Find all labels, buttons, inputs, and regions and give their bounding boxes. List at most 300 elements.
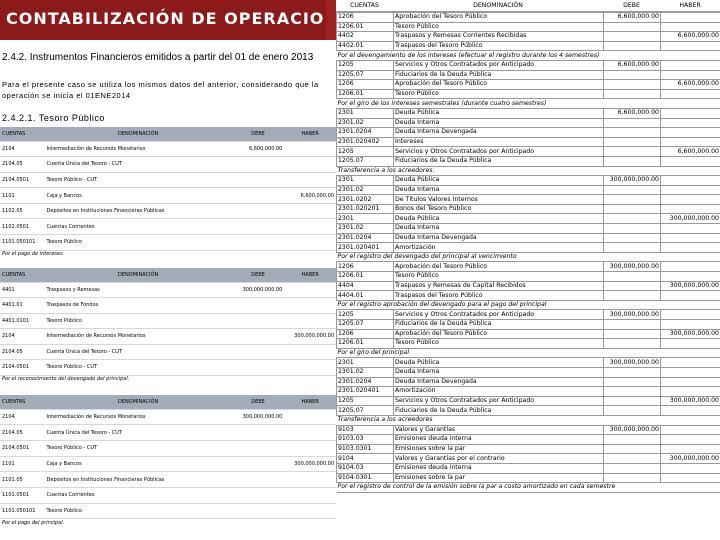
ledger-account-code: 1206 <box>337 80 394 90</box>
ledger-credit: 300,000,000.00 <box>661 329 720 339</box>
ledger-row <box>337 425 720 435</box>
ledger-account-name: Emisiones deuda interna <box>394 463 604 473</box>
account-code: 2104 <box>0 329 45 345</box>
table-row <box>0 282 336 298</box>
debit-amount <box>232 487 285 503</box>
ledger-account-name: Amortización <box>394 243 604 253</box>
account-name: Depósitos en Instituciones Financieras Públicas <box>45 203 232 219</box>
ledger-row <box>337 473 720 483</box>
credit-amount <box>284 141 336 157</box>
table-row <box>0 456 336 472</box>
ledger-credit <box>661 22 720 32</box>
ledger-debit <box>604 454 661 464</box>
ledger-credit <box>661 387 720 397</box>
ledger-caption-row <box>337 166 720 176</box>
ledger-debit <box>604 147 661 157</box>
account-name: Tesoro Público - CUT <box>45 360 232 376</box>
ledger-credit <box>661 41 720 51</box>
ledger-debit <box>604 320 661 330</box>
table-row <box>0 344 336 360</box>
journal-caption: Por el pago del principal. <box>2 519 65 526</box>
ledger-row <box>337 185 720 195</box>
ledger-account-name: Emisiones deuda interna <box>394 435 604 445</box>
ledger-account-code: 4402.01 <box>337 41 394 51</box>
ledger-account-code: 1206.01 <box>337 272 394 282</box>
ledger-caption-row <box>337 51 720 61</box>
ledger-credit: 300,000,000.00 <box>661 281 720 291</box>
ledger-caption-row <box>337 348 720 358</box>
debit-amount <box>232 219 285 235</box>
ledger-account-code: 1206 <box>337 329 394 339</box>
ledger-debit <box>604 118 661 128</box>
ledger-account-name: Traspasos y Remesas de Capital Recibidos <box>394 281 604 291</box>
ledger-credit <box>661 320 720 330</box>
ledger-credit <box>661 195 720 205</box>
credit-amount <box>284 282 336 298</box>
ledger-account-name: Bonos del Tesoro Público <box>394 204 604 214</box>
ledger-caption: Por el registro del devengado del principal al vencimiento <box>337 252 720 262</box>
ledger-row <box>337 137 720 147</box>
account-code: 2104.05 <box>0 344 45 360</box>
ledger-row <box>337 156 720 166</box>
ledger-row <box>337 13 720 23</box>
ledger-credit: 300,000,000.00 <box>661 454 720 464</box>
debit-amount <box>232 157 285 173</box>
ledger-account-code: 9104.0301 <box>337 473 394 483</box>
ledger-credit <box>661 108 720 118</box>
ledger-account-name: Deuda Pública <box>394 358 604 368</box>
table-row <box>0 329 336 345</box>
ledger-row <box>337 454 720 464</box>
ledger-credit <box>661 272 720 282</box>
ledger-row <box>337 387 720 397</box>
credit-amount <box>284 235 336 251</box>
ledger-account-name: Deuda Pública <box>394 214 604 224</box>
ledger-row <box>337 118 720 128</box>
ledger-account-code: 4404 <box>337 281 394 291</box>
ledger-account-code: 4404.01 <box>337 291 394 301</box>
ledger-account-name: Tesoro Público <box>394 22 604 32</box>
ledger-account-name: Servicios y Otros Contratados por Anticipado <box>394 147 604 157</box>
ledger-account-name: Traspasos del Tesoro Público <box>394 41 604 51</box>
ledger-debit <box>604 329 661 339</box>
ledger-account-code: 1206.01 <box>337 339 394 349</box>
ledger-account-name: Deuda Interna <box>394 224 604 234</box>
debit-amount <box>232 456 285 472</box>
ledger-account-code: 2301 <box>337 358 394 368</box>
ledger-credit <box>661 243 720 253</box>
ledger-credit <box>661 185 720 195</box>
header-cuentas: CUENTAS <box>0 395 45 409</box>
ledger-credit <box>661 358 720 368</box>
account-name: Intermediación de Recursos Monetarios <box>45 329 232 345</box>
header-debe: DEBE <box>232 268 285 282</box>
ledger-account-code: 1205 <box>337 60 394 70</box>
ledger-account-name: Servicios y Otros Contratados por Anticipado <box>394 60 604 70</box>
ledger-account-name: Traspasos y Remesas Corrientes Recibidas <box>394 32 604 42</box>
ledger-account-code: 2301.020401 <box>337 387 394 397</box>
ledger-account-code: 2301.02 <box>337 367 394 377</box>
ledger-debit <box>604 444 661 454</box>
credit-amount: 6,600,000.00 <box>284 188 336 204</box>
ledger-credit: 6,600,000.00 <box>661 147 720 157</box>
ledger-caption-row <box>337 300 720 310</box>
account-name: Traspasos y Remesas <box>45 282 232 298</box>
ledger-credit <box>661 233 720 243</box>
ledger-row <box>337 262 720 272</box>
ledger-account-name: Aprobación del Tesoro Público <box>394 329 604 339</box>
ledger-account-code: 1206.01 <box>337 22 394 32</box>
account-code: 2104.05 <box>0 425 45 441</box>
ledger-credit <box>661 70 720 80</box>
header-denominacion: DENOMINACIÓN <box>45 395 232 409</box>
title-bar <box>0 0 336 40</box>
ledger-credit <box>661 262 720 272</box>
slide-title: CONTABILIZACIÓN DE OPERACIO <box>6 9 325 28</box>
ledger-debit: 6,600,000.00 <box>604 13 661 23</box>
ledger-account-name: Servicios y Otros Contratados por Anticipado <box>394 396 604 406</box>
ledger-caption-row <box>337 415 720 425</box>
ledger-debit <box>604 233 661 243</box>
ledger-debit <box>604 22 661 32</box>
debit-amount: 300,000,000.00 <box>232 409 285 425</box>
journal-caption: Por el pago de intereses. <box>2 251 65 258</box>
ledger-account-code: 9104 <box>337 454 394 464</box>
ledger-account-code: 2301.0204 <box>337 128 394 138</box>
ledger-account-code: 9104.03 <box>337 463 394 473</box>
ledger-row <box>337 80 720 90</box>
ledger-account-name: Servicios y Otros Contratados por Anticipado <box>394 310 604 320</box>
account-code: 2104.0501 <box>0 360 45 376</box>
ledger-row <box>337 339 720 349</box>
account-code: 4401 <box>0 282 45 298</box>
journal-header-row <box>0 395 336 409</box>
journal-table-2 <box>0 268 336 376</box>
ledger-debit <box>604 80 661 90</box>
ledger-row <box>337 281 720 291</box>
ledger-debit <box>604 128 661 138</box>
ledger-debit <box>604 185 661 195</box>
ledger-debit <box>604 41 661 51</box>
ledger-credit <box>661 339 720 349</box>
credit-amount <box>284 219 336 235</box>
ledger-row <box>337 22 720 32</box>
credit-amount <box>284 425 336 441</box>
account-code: 1101.0501 <box>0 487 45 503</box>
table-row <box>0 313 336 329</box>
ledger-account-name: Emisiones sobre la par <box>394 473 604 483</box>
ledger-debit <box>604 32 661 42</box>
ledger-account-code: 2301.0204 <box>337 377 394 387</box>
ledger-account-name: Fiduciarios de la Deuda Pública <box>394 156 604 166</box>
ledger-caption: Por el registro de control de la emisión sobre la par a costo amortizado en cada semestre <box>337 483 720 493</box>
ledger-account-code: 2301 <box>337 176 394 186</box>
ledger-debit <box>604 89 661 99</box>
table-row <box>0 172 336 188</box>
header-cuentas: CUENTAS <box>0 268 45 282</box>
ledger-caption: Por el giro del principal <box>337 348 720 358</box>
ledger-credit <box>661 310 720 320</box>
ledger-debit <box>604 291 661 301</box>
debit-amount <box>232 235 285 251</box>
ledger-account-code: 1205.07 <box>337 320 394 330</box>
table-row <box>0 487 336 503</box>
account-name: Tesoro Público <box>45 503 232 519</box>
ledger-header-haber: HABER <box>660 0 720 12</box>
account-code: 1101.050101 <box>0 235 45 251</box>
ledger-account-code: 2301.0204 <box>337 233 394 243</box>
journal-table-1 <box>0 127 336 251</box>
ledger-debit: 300,000,000.00 <box>604 262 661 272</box>
credit-amount <box>284 157 336 173</box>
ledger-account-name: Valores y Garantías <box>394 425 604 435</box>
ledger-account-name: Aprobación del Tesoro Público <box>394 13 604 23</box>
ledger-debit <box>604 396 661 406</box>
table-row <box>0 360 336 376</box>
ledger-row <box>337 147 720 157</box>
ledger-debit <box>604 137 661 147</box>
ledger-account-name: Deuda Pública <box>394 176 604 186</box>
debit-amount <box>232 425 285 441</box>
header-debe: DEBE <box>232 127 285 141</box>
ledger-credit <box>661 60 720 70</box>
ledger-debit: 300,000,000.00 <box>604 176 661 186</box>
credit-amount <box>284 472 336 488</box>
account-code: 2104 <box>0 141 45 157</box>
ledger-credit <box>661 204 720 214</box>
account-name: Intermediación de Recursos Monetarios <box>45 409 232 425</box>
ledger-debit <box>604 70 661 80</box>
title-accent <box>326 0 336 40</box>
ledger-row <box>337 329 720 339</box>
ledger-debit <box>604 435 661 445</box>
debit-amount: 6,600,000.00 <box>232 141 285 157</box>
account-name: Tesoro Público - CUT <box>45 172 232 188</box>
debit-amount <box>232 188 285 204</box>
ledger-row <box>337 367 720 377</box>
account-code: 2104 <box>0 409 45 425</box>
ledger-account-code: 9103.0301 <box>337 444 394 454</box>
ledger-account-name: Aprobación del Tesoro Público <box>394 80 604 90</box>
ledger-account-name: Emisiones sobre la par <box>394 444 604 454</box>
debit-amount <box>232 440 285 456</box>
ledger-account-name: Aprobación del Tesoro Público <box>394 262 604 272</box>
table-row <box>0 472 336 488</box>
ledger-row <box>337 41 720 51</box>
ledger-caption: Por el registro aprobación del devengado para el pago del principal <box>337 300 720 310</box>
ledger-row <box>337 108 720 118</box>
credit-amount <box>284 503 336 519</box>
ledger-debit: 300,000,000.00 <box>604 425 661 435</box>
ledger-caption-row <box>337 99 720 109</box>
account-code: 4401.0101 <box>0 313 45 329</box>
ledger-account-name: Deuda Interna <box>394 118 604 128</box>
debit-amount: 300,000,000.00 <box>232 282 285 298</box>
credit-amount: 300,000,000.00 <box>284 329 336 345</box>
account-name: Traspasos de Fondos <box>45 298 232 314</box>
ledger-account-name: Fiduciarios de la Deuda Pública <box>394 70 604 80</box>
table-row <box>0 141 336 157</box>
journal-table-3 <box>0 395 336 519</box>
ledger-row <box>337 70 720 80</box>
ledger-account-name: De Títulos Valores Internos <box>394 195 604 205</box>
ledger-row <box>337 310 720 320</box>
account-name: Cuenta Única del Tesoro - CUT <box>45 425 232 441</box>
ledger-account-name: Tesoro Público <box>394 272 604 282</box>
ledger-debit <box>604 224 661 234</box>
ledger-caption-row <box>337 483 720 493</box>
ledger-credit: 300,000,000.00 <box>661 214 720 224</box>
ledger-credit <box>661 118 720 128</box>
journal-header-row <box>0 127 336 141</box>
ledger-credit <box>661 444 720 454</box>
ledger-row <box>337 214 720 224</box>
account-code: 1101.0501 <box>0 219 45 235</box>
journal-header-row <box>0 268 336 282</box>
ledger-account-code: 1205.07 <box>337 156 394 166</box>
debit-amount <box>232 503 285 519</box>
ledger-credit <box>661 435 720 445</box>
account-code: 1101.05 <box>0 203 45 219</box>
ledger-credit <box>661 128 720 138</box>
header-denominacion: DENOMINACIÓN <box>45 268 232 282</box>
ledger-caption: Transferencia a los acreedores. <box>337 166 720 176</box>
ledger-account-name: Deuda Pública <box>394 108 604 118</box>
ledger-row <box>337 358 720 368</box>
ledger-debit <box>604 406 661 416</box>
debit-amount <box>232 172 285 188</box>
ledger-account-code: 2301 <box>337 108 394 118</box>
ledger-debit <box>604 463 661 473</box>
ledger-debit <box>604 243 661 253</box>
ledger-account-code: 1205.07 <box>337 406 394 416</box>
ledger-account-code: 1205 <box>337 310 394 320</box>
ledger-row <box>337 406 720 416</box>
ledger-row <box>337 396 720 406</box>
credit-amount <box>284 440 336 456</box>
ledger-row <box>337 377 720 387</box>
ledger-row <box>337 89 720 99</box>
ledger-account-code: 1205 <box>337 396 394 406</box>
ledger-caption: Por el giro de los intereses semestrales (durante cuatro semestres) <box>337 99 720 109</box>
ledger-account-code: 1205.07 <box>337 70 394 80</box>
ledger-account-name: Traspasos del Tesoro Público <box>394 291 604 301</box>
account-code: 2104.0501 <box>0 172 45 188</box>
ledger-debit: 300,000,000.00 <box>604 358 661 368</box>
ledger-account-code: 1206 <box>337 13 394 23</box>
ledger-account-name: Deuda Interna Devengada <box>394 128 604 138</box>
table-row <box>0 440 336 456</box>
ledger-row <box>337 60 720 70</box>
credit-amount <box>284 344 336 360</box>
ledger-debit <box>604 204 661 214</box>
debit-amount <box>232 344 285 360</box>
credit-amount <box>284 313 336 329</box>
ledger-caption-row <box>337 252 720 262</box>
ledger-credit <box>661 473 720 483</box>
account-name: Tesoro Público <box>45 313 232 329</box>
account-name: Depósitos en Instituciones Financieras Públicas <box>45 472 232 488</box>
ledger-row <box>337 204 720 214</box>
account-name: Intermediación de Recursos Monetarios <box>45 141 232 157</box>
ledger-account-code: 9103 <box>337 425 394 435</box>
ledger-account-code: 2301.020201 <box>337 204 394 214</box>
ledger-credit <box>661 377 720 387</box>
credit-amount <box>284 409 336 425</box>
table-row <box>0 298 336 314</box>
ledger-account-name: Deuda Interna <box>394 367 604 377</box>
table-row <box>0 188 336 204</box>
ledger-account-code: 2301.02 <box>337 224 394 234</box>
table-row <box>0 409 336 425</box>
ledger-credit <box>661 224 720 234</box>
credit-amount: 300,000,000.00 <box>284 456 336 472</box>
ledger-debit <box>604 272 661 282</box>
account-name: Caja y Bancos <box>45 188 232 204</box>
ledger-account-code: 4402 <box>337 32 394 42</box>
ledger-account-name: Fiduciarios de la Deuda Pública <box>394 320 604 330</box>
table-row <box>0 235 336 251</box>
ledger-debit: 6,600,000.00 <box>604 108 661 118</box>
ledger-account-code: 9103.03 <box>337 435 394 445</box>
ledger-account-name: Deuda Interna <box>394 185 604 195</box>
section-heading: 2.4.2.1. Tesoro Público <box>2 113 105 123</box>
debit-amount <box>232 313 285 329</box>
header-cuentas: CUENTAS <box>0 127 45 141</box>
slide-subtitle: 2.4.2. Instrumentos Financieros emitidos a partir del 01 de enero 2013 <box>2 52 314 63</box>
ledger-credit <box>661 156 720 166</box>
ledger-row <box>337 435 720 445</box>
ledger-account-code: 1205 <box>337 147 394 157</box>
ledger-row <box>337 463 720 473</box>
account-name: Tesoro Público - CUT <box>45 440 232 456</box>
account-code: 2104.05 <box>0 157 45 173</box>
account-name: Tesoro Público <box>45 235 232 251</box>
account-name: Cuentas Corrientes <box>45 219 232 235</box>
ledger-debit <box>604 387 661 397</box>
ledger-row <box>337 32 720 42</box>
ledger-row <box>337 444 720 454</box>
ledger-debit <box>604 367 661 377</box>
ledger-account-name: Valores y Garantías por el contrario <box>394 454 604 464</box>
debit-amount <box>232 472 285 488</box>
ledger-account-code: 2301.02 <box>337 118 394 128</box>
ledger-credit <box>661 89 720 99</box>
ledger-caption: Transferencia a los acreedores <box>337 415 720 425</box>
ledger-caption: Por el devengamiento de los intereses (efectuar el registro durante los 4 semestres) <box>337 51 720 61</box>
ledger-account-name: Deuda Interna Devengada <box>394 377 604 387</box>
ledger-header-denominacion: DENOMINACIÓN <box>393 0 603 12</box>
ledger-debit <box>604 377 661 387</box>
table-row <box>0 203 336 219</box>
ledger-row <box>337 195 720 205</box>
account-code: 4401.01 <box>0 298 45 314</box>
table-row <box>0 219 336 235</box>
credit-amount <box>284 172 336 188</box>
journal-caption: Por el reconocimiento del devengado del principal. <box>2 376 130 382</box>
ledger-credit <box>661 176 720 186</box>
ledger-debit <box>604 339 661 349</box>
credit-amount <box>284 203 336 219</box>
account-code: 1101.050101 <box>0 503 45 519</box>
ledger-account-name: Fiduciarios de la Deuda Pública <box>394 406 604 416</box>
ledger-credit <box>661 137 720 147</box>
ledger-debit <box>604 473 661 483</box>
ledger-debit <box>604 214 661 224</box>
ledger-account-name: Deuda Interna Devengada <box>394 233 604 243</box>
ledger-credit <box>661 406 720 416</box>
ledger-credit <box>661 367 720 377</box>
